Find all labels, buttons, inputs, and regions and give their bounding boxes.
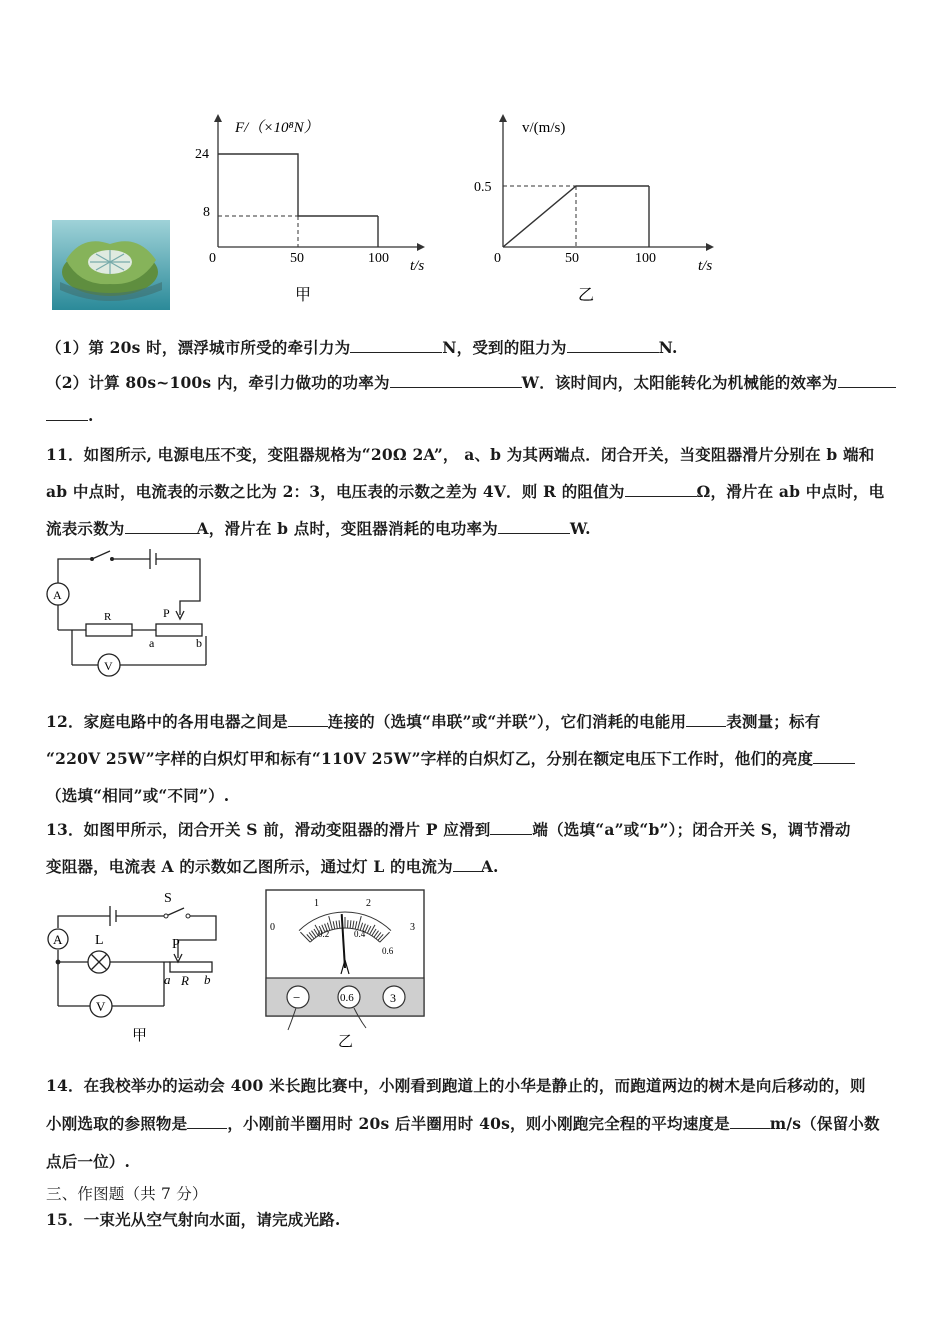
meter-lower-02: 0.2	[318, 929, 330, 939]
q13-voltmeter-label: V	[96, 999, 106, 1014]
q12-line2: “220V 25W”字样的白炽灯甲和标有“110V 25W”字样的白炽灯乙，分别在额定电压下工作时，他们的亮度	[46, 747, 855, 769]
q14-line1: 14．在我校举办的运动会 400 米长跑比赛中，小刚看到跑道上的小华是静止的，而跑道两边的树木是向后移动的，则	[46, 1076, 866, 1095]
q14-line2: 小刚选取的参照物是 ，小刚前半圈用时 20s 后半圈用时 40s，则小刚跑完全程的平均速度是 m/s（保留小数	[46, 1114, 880, 1133]
meter-terminal-3: 3	[390, 991, 396, 1005]
q11-ammeter-label: A	[53, 588, 62, 602]
graph-jia-xtick-0: 0	[209, 251, 216, 266]
q13-switch-label: S	[164, 891, 172, 906]
q13-end-a: a	[164, 972, 171, 987]
q13-slider-label: P	[172, 937, 180, 952]
graph-jia-caption: 甲	[295, 287, 312, 304]
ammeter-dial-q13	[262, 886, 432, 1052]
q10-part1: （1）第 20s 时，漂浮城市所受的牵引力为 N，受到的阻力为 N.	[46, 338, 678, 357]
graph-jia	[185, 110, 435, 310]
q10-blank-resistance[interactable]	[567, 338, 659, 353]
graph-yi-xtick-100: 100	[635, 251, 656, 266]
q13-lamp-label: L	[95, 933, 104, 948]
meter-lower-06: 0.6	[382, 946, 394, 956]
q11-end-b: b	[196, 636, 202, 650]
graph-jia-x-arrow	[417, 243, 425, 251]
q13-line2: 变阻器，电流表 A 的示数如乙图所示，通过灯 L 的电流为 A.	[46, 857, 499, 876]
q13-line1: 13．如图甲所示，闭合开关 S 前，滑动变阻器的滑片 P 应滑到 端（选填“a”或“b”）；闭合开关 S，调节滑动	[46, 820, 851, 839]
meter-upper-2: 2	[366, 898, 371, 909]
q10-part2: （2）计算 80s~100s 内，牵引力做功的功率为 W．该时间内，太阳能转化为机械能的效率为	[46, 371, 896, 393]
section-3-heading: 三、作图题（共 7 分）	[46, 1185, 208, 1203]
q12-line3: （选填“相同”或“不同”）.	[46, 786, 230, 805]
meter-terminal-neg: −	[293, 990, 301, 1005]
circuit-q11	[42, 545, 222, 685]
q11-resistor-label: R	[104, 611, 112, 623]
q11-line3: 流表示数为 A，滑片在 b 点时，变阻器消耗的电功率为 W.	[46, 519, 591, 538]
q13-blank-end[interactable]	[490, 820, 532, 835]
graph-yi-caption: 乙	[578, 287, 595, 304]
meter-upper-0: 0	[270, 922, 275, 933]
q13-caption-jia: 甲	[132, 1028, 148, 1044]
q13-resistor-label: R	[181, 973, 189, 988]
q10-blank-power[interactable]	[390, 373, 522, 388]
graph-yi-ytick: 0.5	[474, 180, 492, 195]
q10-part2-cont: .	[46, 406, 94, 425]
graph-yi-xtick-0: 0	[494, 251, 501, 266]
meter-upper-1: 1	[314, 898, 319, 909]
graph-jia-xtick-100: 100	[368, 251, 389, 266]
q14-blank-speed[interactable]	[730, 1114, 770, 1129]
q11-end-a: a	[149, 636, 155, 650]
q10-blank-efficiency-a[interactable]	[838, 373, 896, 388]
q15-text: 15．一束光从空气射向水面，请完成光路.	[46, 1210, 341, 1229]
q12-blank-connection[interactable]	[288, 712, 328, 727]
q11-blank-current[interactable]	[125, 519, 197, 534]
q12-line1: 12．家庭电路中的各用电器之间是 连接的（选填“串联”或“并联”），它们消耗的电能用 表测量；标有	[46, 712, 821, 731]
graph-yi-xlabel: t/s	[698, 258, 713, 274]
meter-caption-yi: 乙	[338, 1034, 354, 1050]
graph-yi	[470, 110, 730, 310]
graph-yi-y-arrow	[499, 114, 507, 122]
meter-terminal-06: 0.6	[340, 992, 354, 1004]
q11-blank-power[interactable]	[498, 519, 570, 534]
q13-ammeter-label: A	[53, 932, 63, 947]
graph-jia-series	[218, 154, 378, 216]
q13-blank-current[interactable]	[453, 857, 481, 872]
q13-end-b: b	[204, 972, 211, 987]
graph-jia-y-arrow	[214, 114, 222, 122]
floating-city-photo	[52, 220, 170, 310]
graph-yi-x-arrow	[706, 243, 714, 251]
circuit-q13	[42, 888, 242, 1048]
q11-voltmeter-label: V	[104, 659, 113, 673]
graph-yi-ylabel: v/(m/s)	[522, 120, 566, 136]
q11-line2: ab 中点时，电流表的示数之比为 2：3，电压表的示数之差为 4V．则 R 的阻值为 Ω，滑片在 ab 中点时，电	[46, 482, 885, 501]
meter-lower-04: 0.4	[354, 929, 366, 939]
q11-slider-label: P	[163, 606, 170, 620]
graph-jia-ytick-8: 8	[203, 205, 210, 220]
q10-blank-traction[interactable]	[350, 338, 442, 353]
graph-jia-ytick-24: 24	[195, 147, 209, 162]
graph-yi-xtick-50: 50	[565, 251, 579, 266]
graph-jia-ylabel: F/（×10⁸N）	[235, 120, 319, 136]
graph-jia-xlabel: t/s	[410, 258, 425, 274]
q11-line1: 11．如图所示, 电源电压不变，变阻器规格为“20Ω 2A”， a、b 为其两端点．闭合开关，当变阻器滑片分别在 b 端和	[46, 445, 875, 464]
q10-blank-efficiency-b[interactable]	[46, 406, 88, 421]
meter-upper-3: 3	[410, 922, 415, 933]
graph-jia-xtick-50: 50	[290, 251, 304, 266]
q11-blank-r[interactable]	[625, 482, 697, 497]
q12-blank-brightness[interactable]	[813, 749, 855, 764]
q14-blank-reference[interactable]	[187, 1114, 227, 1129]
q14-line3: 点后一位）.	[46, 1152, 131, 1171]
q12-blank-meter[interactable]	[686, 712, 726, 727]
